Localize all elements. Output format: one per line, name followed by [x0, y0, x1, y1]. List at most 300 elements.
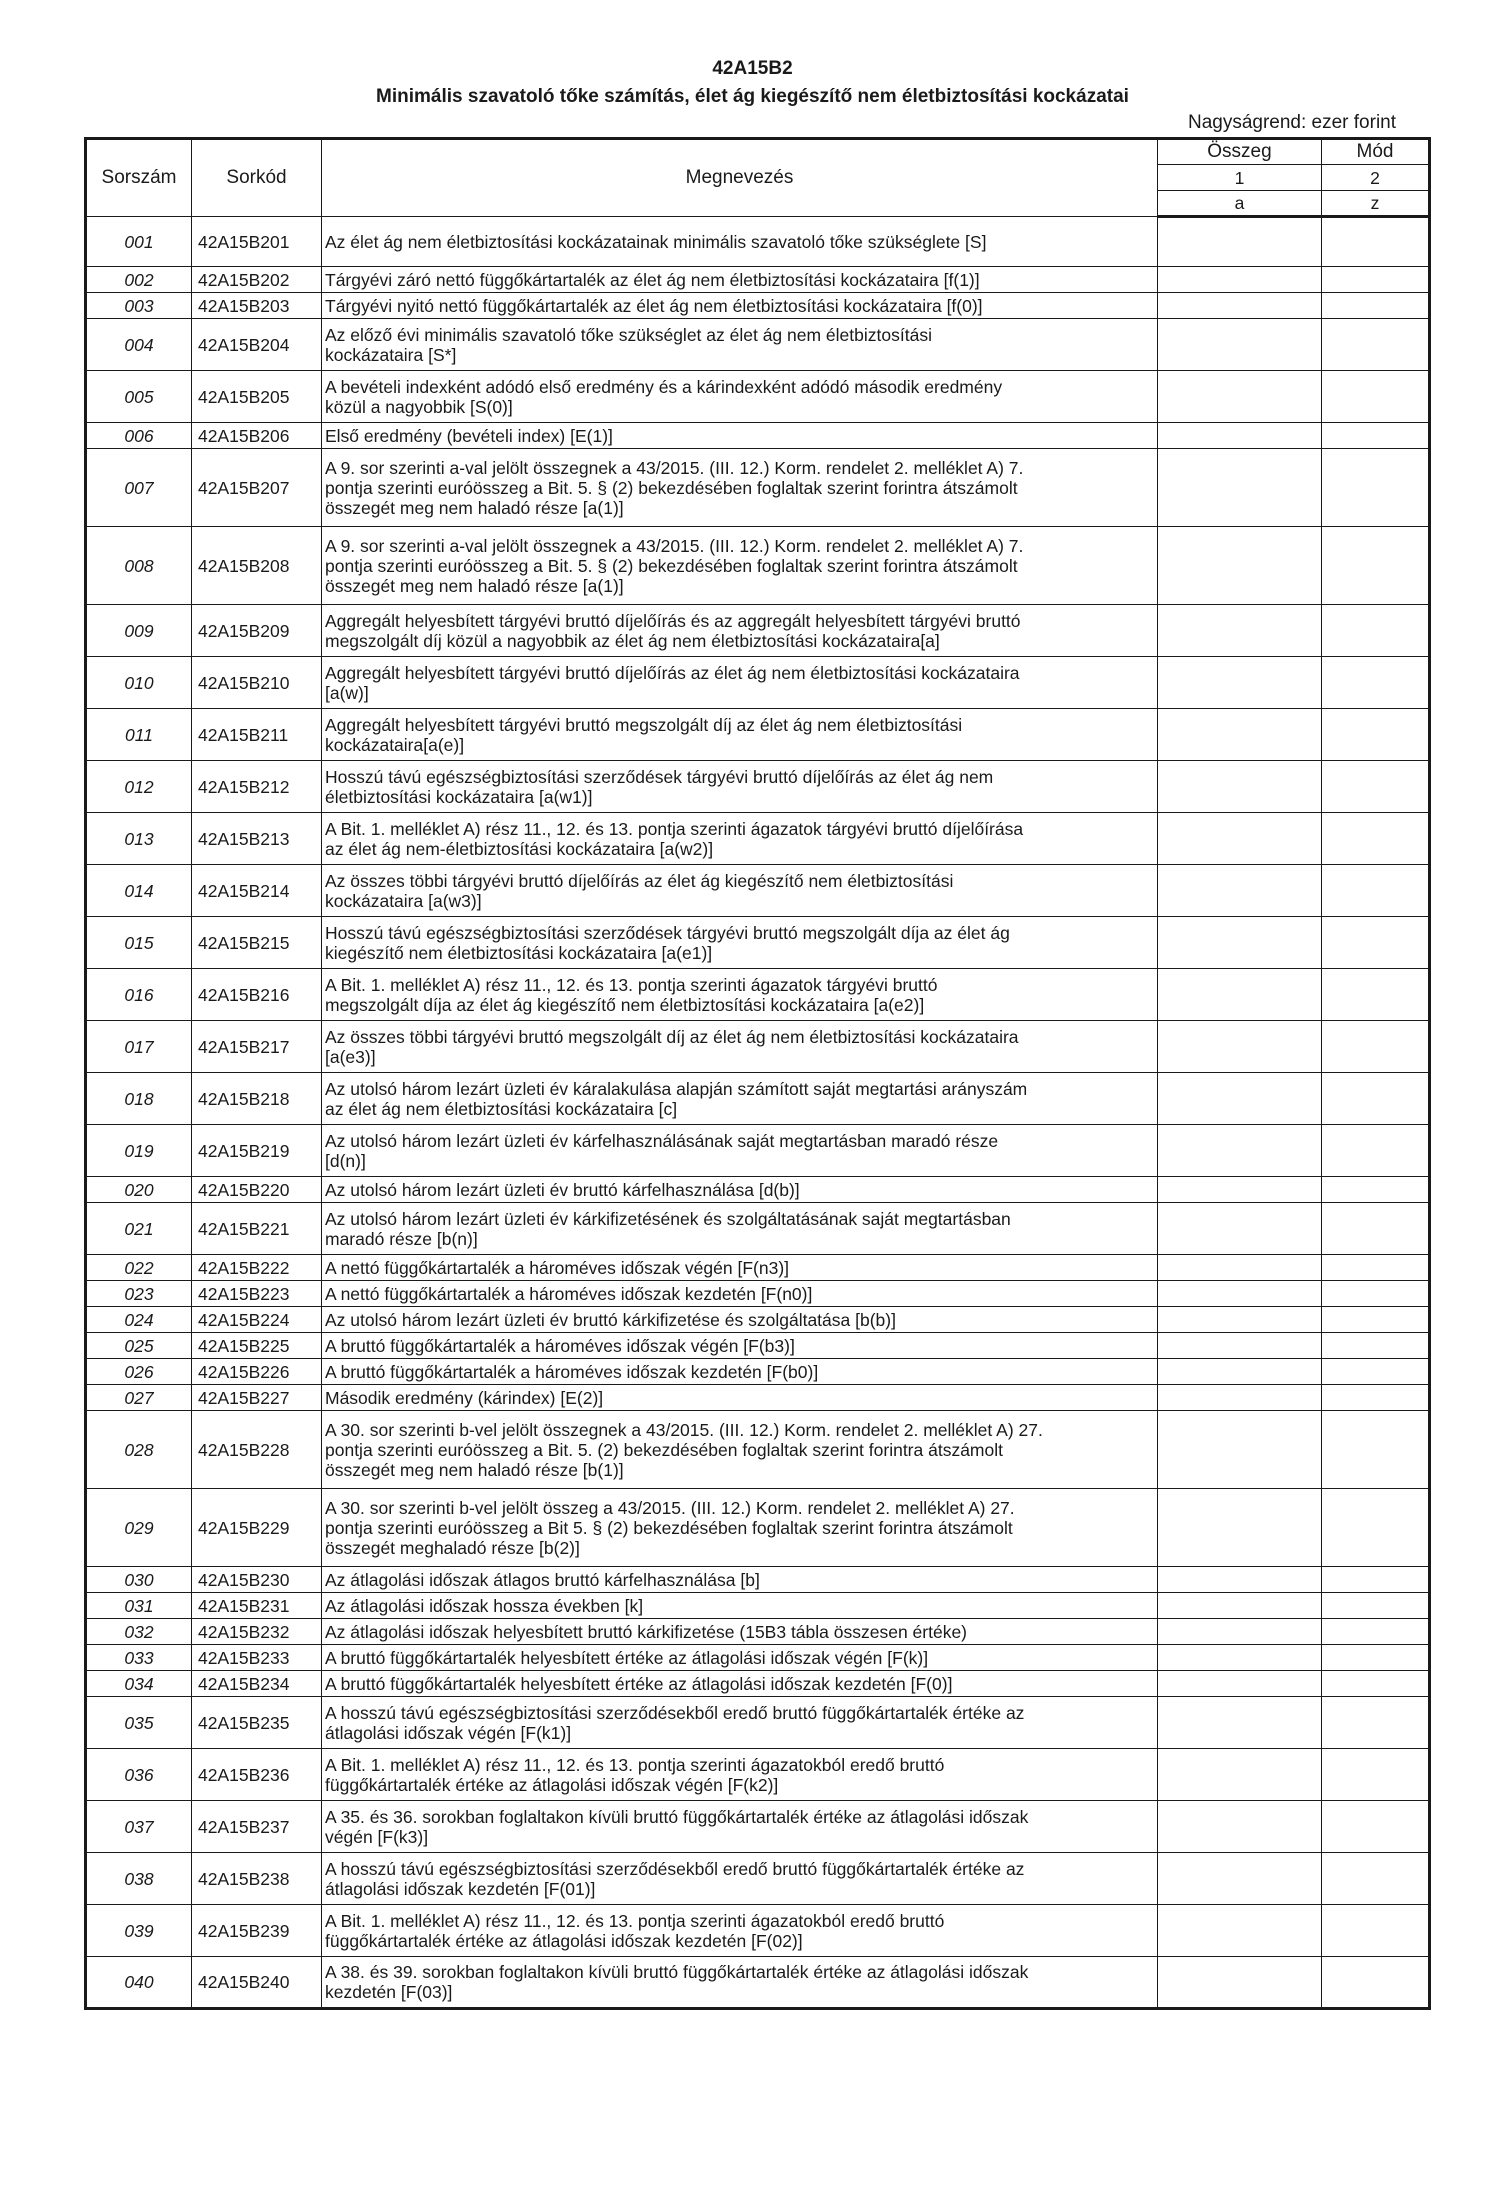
description-line: A hosszú távú egészségbiztosítási szerződésekből eredő bruttó függőkártartalék értéke az [325, 1858, 1025, 1879]
mod-cell[interactable] [1322, 1697, 1430, 1749]
header-osszeg-number: 1 [1158, 165, 1322, 191]
table-row [86, 527, 1430, 605]
osszeg-cell[interactable] [1158, 1567, 1322, 1593]
row-code: 42A15B212 [192, 761, 322, 813]
row-number: 004 [86, 319, 192, 371]
mod-cell[interactable] [1322, 1619, 1430, 1645]
mod-cell[interactable] [1322, 1281, 1430, 1307]
osszeg-cell[interactable] [1158, 1411, 1322, 1489]
row-description [322, 1255, 1158, 1281]
description-line: Az előző évi minimális szavatoló tőke szükséglet az élet ág nem életbiztosítási [325, 324, 932, 345]
mod-cell[interactable] [1322, 761, 1430, 813]
description-line: összegét meghaladó része [b(2)] [325, 1537, 580, 1558]
data-table [84, 137, 1431, 2010]
table-row [86, 1671, 1430, 1697]
description-line: összegét meg nem haladó része [a(1)] [325, 575, 624, 596]
row-number: 035 [86, 1697, 192, 1749]
osszeg-cell[interactable] [1158, 1749, 1322, 1801]
description-line: függőkártartalék értéke az átlagolási időszak végén [F(k2)] [325, 1774, 779, 1795]
row-code: 42A15B239 [192, 1905, 322, 1957]
row-code: 42A15B238 [192, 1853, 322, 1905]
row-code: 42A15B207 [192, 449, 322, 527]
row-number: 021 [86, 1203, 192, 1255]
row-number: 003 [86, 293, 192, 319]
description-line: Az utolsó három lezárt üzleti év kárkifizetésének és szolgáltatásának saját megtartásban [325, 1208, 1011, 1229]
description-line: az élet ág nem életbiztosítási kockázataira [c] [325, 1098, 678, 1119]
table-row [86, 1749, 1430, 1801]
mod-cell[interactable] [1322, 917, 1430, 969]
description-line: A bruttó függőkártartalék a hároméves időszak végén [F(b3)] [325, 1335, 795, 1356]
osszeg-cell[interactable] [1158, 709, 1322, 761]
mod-cell[interactable] [1322, 969, 1430, 1021]
table-row [86, 1853, 1430, 1905]
description-line: A nettó függőkártartalék a hároméves időszak végén [F(n3)] [325, 1257, 790, 1278]
description-line: Tárgyévi nyitó nettó függőkártartalék az élet ág nem életbiztosítási kockázataira [f(0)] [325, 295, 983, 316]
row-description [322, 1177, 1158, 1203]
row-code: 42A15B224 [192, 1307, 322, 1333]
table-row [86, 319, 1430, 371]
description-line: összegét meg nem haladó része [a(1)] [325, 497, 624, 518]
description-line: A Bit. 1. melléklet A) rész 11., 12. és 13. pontja szerinti ágazatok tárgyévi bruttó [325, 974, 938, 995]
row-code: 42A15B225 [192, 1333, 322, 1359]
table-body [86, 217, 1430, 2009]
row-description [322, 1489, 1158, 1567]
row-number: 025 [86, 1333, 192, 1359]
mod-cell[interactable] [1322, 267, 1430, 293]
mod-cell[interactable] [1322, 527, 1430, 605]
row-number: 039 [86, 1905, 192, 1957]
description-line: Aggregált helyesbített tárgyévi bruttó díjelőírás és az aggregált helyesbített tárgyévi bruttó [325, 610, 1021, 631]
row-code: 42A15B201 [192, 217, 322, 267]
mod-cell[interactable] [1322, 1645, 1430, 1671]
table-row [86, 1489, 1430, 1567]
description-line: Az utolsó három lezárt üzleti év kárfelhasználásának saját megtartásban maradó része [325, 1130, 999, 1151]
row-description [322, 1749, 1158, 1801]
table-row [86, 267, 1430, 293]
description-line: pontja szerinti euróösszeg a Bit. 5. § (2) bekezdésében foglaltak szerint forintra átszámolt [325, 477, 1018, 498]
row-number: 027 [86, 1385, 192, 1411]
row-description [322, 761, 1158, 813]
osszeg-cell[interactable] [1158, 1203, 1322, 1255]
row-code: 42A15B220 [192, 1177, 322, 1203]
table-row [86, 1177, 1430, 1203]
mod-cell[interactable] [1322, 1307, 1430, 1333]
description-line: A 30. sor szerinti b-vel jelölt összeg a 43/2015. (III. 12.) Korm. rendelet 2. melléklet A) 27. [325, 1497, 1015, 1518]
description-line: pontja szerinti euróösszeg a Bit. 5. (2) bekezdésében foglaltak szerint forintra átszámolt [325, 1439, 1003, 1460]
table-row [86, 605, 1430, 657]
osszeg-cell[interactable] [1158, 423, 1322, 449]
header-osszeg-letter: a [1158, 191, 1322, 217]
description-line: pontja szerinti euróösszeg a Bit 5. § (2) bekezdésében foglaltak szerint forintra átszámolt [325, 1517, 1013, 1538]
table-row [86, 1021, 1430, 1073]
row-code: 42A15B205 [192, 371, 322, 423]
mod-cell[interactable] [1322, 1177, 1430, 1203]
mod-cell[interactable] [1322, 319, 1430, 371]
osszeg-cell[interactable] [1158, 371, 1322, 423]
osszeg-cell[interactable] [1158, 1021, 1322, 1073]
mod-cell[interactable] [1322, 1801, 1430, 1853]
mod-cell[interactable] [1322, 371, 1430, 423]
table-row [86, 1957, 1430, 2009]
mod-cell[interactable] [1322, 1749, 1430, 1801]
description-line: A hosszú távú egészségbiztosítási szerződésekből eredő bruttó függőkártartalék értéke az [325, 1702, 1025, 1723]
row-code: 42A15B237 [192, 1801, 322, 1853]
row-code: 42A15B217 [192, 1021, 322, 1073]
row-description [322, 293, 1158, 319]
description-line: A Bit. 1. melléklet A) rész 11., 12. és 13. pontja szerinti ágazatok tárgyévi bruttó díjelőírása [325, 818, 1024, 839]
description-line: megszolgált díja az élet ág kiegészítő nem életbiztosítási kockázataira [a(e2)] [325, 994, 925, 1015]
row-number: 017 [86, 1021, 192, 1073]
header-osszeg: Összeg [1158, 139, 1322, 165]
mod-cell[interactable] [1322, 217, 1430, 267]
row-description [322, 1073, 1158, 1125]
mod-cell[interactable] [1322, 1905, 1430, 1957]
osszeg-cell[interactable] [1158, 1593, 1322, 1619]
osszeg-cell[interactable] [1158, 1177, 1322, 1203]
table-row [86, 1385, 1430, 1411]
row-description [322, 969, 1158, 1021]
row-code: 42A15B231 [192, 1593, 322, 1619]
table-row [86, 1697, 1430, 1749]
row-description [322, 709, 1158, 761]
osszeg-cell[interactable] [1158, 1697, 1322, 1749]
description-line: A 30. sor szerinti b-vel jelölt összegnek a 43/2015. (III. 12.) Korm. rendelet 2. melléklet A) 27. [325, 1419, 1043, 1440]
mod-cell[interactable] [1322, 1333, 1430, 1359]
row-number: 001 [86, 217, 192, 267]
row-description [322, 1307, 1158, 1333]
row-number: 011 [86, 709, 192, 761]
mod-cell[interactable] [1322, 1125, 1430, 1177]
row-description [322, 1671, 1158, 1697]
table-row [86, 217, 1430, 267]
osszeg-cell[interactable] [1158, 657, 1322, 709]
osszeg-cell[interactable] [1158, 1333, 1322, 1359]
row-description [322, 1359, 1158, 1385]
row-description [322, 1593, 1158, 1619]
description-line: átlagolási időszak kezdetén [F(01)] [325, 1878, 596, 1899]
header-mod-letter: z [1322, 191, 1430, 217]
row-description [322, 1203, 1158, 1255]
description-line: Az összes többi tárgyévi bruttó megszolgált díj az élet ág nem életbiztosítási kockázataira [325, 1026, 1019, 1047]
row-description [322, 217, 1158, 267]
description-line: Az átlagolási időszak hossza években [k] [325, 1595, 644, 1616]
osszeg-cell[interactable] [1158, 1359, 1322, 1385]
description-line: Tárgyévi záró nettó függőkártartalék az élet ág nem életbiztosítási kockázataira [f(1)] [325, 269, 980, 290]
description-line: A bevételi indexként adódó első eredmény és a kárindexként adódó második eredmény [325, 376, 1003, 397]
description-line: Hosszú távú egészségbiztosítási szerződések tárgyévi bruttó megszolgált díja az élet ág [325, 922, 1010, 943]
row-description [322, 605, 1158, 657]
row-number: 029 [86, 1489, 192, 1567]
description-line: A 9. sor szerinti a-val jelölt összegnek a 43/2015. (III. 12.) Korm. rendelet 2. melléklet A) 7. [325, 457, 1024, 478]
row-code: 42A15B209 [192, 605, 322, 657]
mod-cell[interactable] [1322, 865, 1430, 917]
row-description [322, 1905, 1158, 1957]
row-code: 42A15B222 [192, 1255, 322, 1281]
osszeg-cell[interactable] [1158, 1619, 1322, 1645]
description-line: A 38. és 39. sorokban foglaltakon kívüli bruttó függőkártartalék értéke az átlagolási időszak [325, 1962, 1029, 1982]
table-row [86, 1905, 1430, 1957]
description-line: [d(n)] [325, 1150, 366, 1171]
row-number: 040 [86, 1957, 192, 2009]
mod-cell[interactable] [1322, 709, 1430, 761]
mod-cell[interactable] [1322, 1385, 1430, 1411]
row-description [322, 1411, 1158, 1489]
description-line: Második eredmény (kárindex) [E(2)] [325, 1387, 604, 1408]
row-number: 013 [86, 813, 192, 865]
mod-cell[interactable] [1322, 1021, 1430, 1073]
row-code: 42A15B236 [192, 1749, 322, 1801]
osszeg-cell[interactable] [1158, 605, 1322, 657]
description-line: A 9. sor szerinti a-val jelölt összegnek a 43/2015. (III. 12.) Korm. rendelet 2. melléklet A) 7. [325, 535, 1024, 556]
description-line: [a(e3)] [325, 1046, 376, 1067]
row-number: 020 [86, 1177, 192, 1203]
description-line: Az utolsó három lezárt üzleti év káralakulása alapján számított saját megtartási arányszám [325, 1078, 1028, 1099]
description-line: maradó része [b(n)] [325, 1228, 478, 1249]
row-description [322, 423, 1158, 449]
description-line: A nettó függőkártartalék a hároméves időszak kezdetén [F(n0)] [325, 1283, 813, 1304]
row-code: 42A15B221 [192, 1203, 322, 1255]
row-number: 019 [86, 1125, 192, 1177]
osszeg-cell[interactable] [1158, 1489, 1322, 1567]
row-code: 42A15B226 [192, 1359, 322, 1385]
row-number: 026 [86, 1359, 192, 1385]
table-row [86, 449, 1430, 527]
row-code: 42A15B211 [192, 709, 322, 761]
table-row [86, 865, 1430, 917]
osszeg-cell[interactable] [1158, 1385, 1322, 1411]
table-row [86, 709, 1430, 761]
description-line: Aggregált helyesbített tárgyévi bruttó díjelőírás az élet ág nem életbiztosítási kockázataira [325, 662, 1020, 683]
osszeg-cell[interactable] [1158, 1801, 1322, 1853]
osszeg-cell[interactable] [1158, 1645, 1322, 1671]
row-description [322, 1697, 1158, 1749]
description-line: A 35. és 36. sorokban foglaltakon kívüli bruttó függőkártartalék értéke az átlagolási időszak [325, 1806, 1029, 1827]
row-description [322, 1021, 1158, 1073]
osszeg-cell[interactable] [1158, 813, 1322, 865]
mod-cell[interactable] [1322, 1203, 1430, 1255]
row-description [322, 1125, 1158, 1177]
description-line: kockázataira [S*] [325, 344, 457, 365]
description-line: Az összes többi tárgyévi bruttó díjelőírás az élet ág kiegészítő nem életbiztosítási [325, 870, 954, 891]
row-code: 42A15B229 [192, 1489, 322, 1567]
table-row [86, 1593, 1430, 1619]
description-line: Első eredmény (bevételi index) [E(1)] [325, 425, 613, 446]
row-code: 42A15B218 [192, 1073, 322, 1125]
description-line: Az utolsó három lezárt üzleti év bruttó kárkifizetése és szolgáltatása [b(b)] [325, 1309, 896, 1330]
table-row [86, 1307, 1430, 1333]
row-description [322, 1567, 1158, 1593]
row-description [322, 1333, 1158, 1359]
row-description [322, 449, 1158, 527]
row-number: 028 [86, 1411, 192, 1489]
mod-cell[interactable] [1322, 1567, 1430, 1593]
osszeg-cell[interactable] [1158, 865, 1322, 917]
description-line: [a(w)] [325, 682, 369, 703]
osszeg-cell[interactable] [1158, 217, 1322, 267]
row-description [322, 1853, 1158, 1905]
mod-cell[interactable] [1322, 1957, 1430, 2009]
row-description [322, 527, 1158, 605]
osszeg-cell[interactable] [1158, 1853, 1322, 1905]
row-number: 005 [86, 371, 192, 423]
table-row [86, 1567, 1430, 1593]
row-code: 42A15B232 [192, 1619, 322, 1645]
table-row [86, 813, 1430, 865]
osszeg-cell[interactable] [1158, 1307, 1322, 1333]
description-line: az élet ág nem-életbiztosítási kockázataira [a(w2)] [325, 838, 714, 859]
row-code: 42A15B204 [192, 319, 322, 371]
magnitude-note: Nagyságrend: ezer forint [1187, 112, 1397, 133]
osszeg-cell[interactable] [1158, 1905, 1322, 1957]
table-row [86, 371, 1430, 423]
description-line: összegét meg nem haladó része [b(1)] [325, 1459, 624, 1480]
row-number: 034 [86, 1671, 192, 1697]
mod-cell[interactable] [1322, 1593, 1430, 1619]
header-megnevezes: Megnevezés [322, 139, 1158, 217]
osszeg-cell[interactable] [1158, 1671, 1322, 1697]
row-description [322, 813, 1158, 865]
mod-cell[interactable] [1322, 423, 1430, 449]
row-number: 036 [86, 1749, 192, 1801]
row-description [322, 267, 1158, 293]
mod-cell[interactable] [1322, 657, 1430, 709]
osszeg-cell[interactable] [1158, 1957, 1322, 2009]
mod-cell[interactable] [1322, 1489, 1430, 1567]
mod-cell[interactable] [1322, 813, 1430, 865]
header-mod-number: 2 [1322, 165, 1430, 191]
row-number: 038 [86, 1853, 192, 1905]
description-line: közül a nagyobbik [S(0)] [325, 396, 513, 417]
table-row [86, 1255, 1430, 1281]
row-number: 022 [86, 1255, 192, 1281]
osszeg-cell[interactable] [1158, 1255, 1322, 1281]
description-line: életbiztosítási kockázataira [a(w1)] [325, 786, 593, 807]
row-number: 012 [86, 761, 192, 813]
row-code: 42A15B210 [192, 657, 322, 709]
row-number: 009 [86, 605, 192, 657]
description-line: Az utolsó három lezárt üzleti év bruttó kárfelhasználása [d(b)] [325, 1179, 800, 1200]
description-line: A bruttó függőkártartalék helyesbített értéke az átlagolási időszak kezdetén [F(0)] [325, 1673, 953, 1694]
row-code: 42A15B208 [192, 527, 322, 605]
header-sorkod: Sorkód [192, 139, 322, 217]
row-number: 008 [86, 527, 192, 605]
osszeg-cell[interactable] [1158, 527, 1322, 605]
mod-cell[interactable] [1322, 293, 1430, 319]
row-number: 014 [86, 865, 192, 917]
row-description [322, 1645, 1158, 1671]
table-row [86, 1125, 1430, 1177]
description-line: Hosszú távú egészségbiztosítási szerződések tárgyévi bruttó díjelőírás az élet ág nem [325, 766, 994, 787]
table-row [86, 1203, 1430, 1255]
table-row [86, 423, 1430, 449]
row-description [322, 865, 1158, 917]
header-mod: Mód [1322, 139, 1430, 165]
row-code: 42A15B227 [192, 1385, 322, 1411]
osszeg-cell[interactable] [1158, 1073, 1322, 1125]
row-code: 42A15B214 [192, 865, 322, 917]
table-row [86, 1645, 1430, 1671]
osszeg-cell[interactable] [1158, 267, 1322, 293]
mod-cell[interactable] [1322, 1411, 1430, 1489]
row-number: 010 [86, 657, 192, 709]
row-code: 42A15B228 [192, 1411, 322, 1489]
row-description [322, 657, 1158, 709]
row-number: 032 [86, 1619, 192, 1645]
mod-cell[interactable] [1322, 1853, 1430, 1905]
table-row [86, 1073, 1430, 1125]
osszeg-cell[interactable] [1158, 449, 1322, 527]
description-line: A bruttó függőkártartalék helyesbített értéke az átlagolási időszak végén [F(k)] [325, 1647, 929, 1668]
table-row [86, 1411, 1430, 1489]
table-row [86, 1333, 1430, 1359]
table-row [86, 969, 1430, 1021]
row-code: 42A15B206 [192, 423, 322, 449]
row-code: 42A15B223 [192, 1281, 322, 1307]
osszeg-cell[interactable] [1158, 319, 1322, 371]
row-number: 018 [86, 1073, 192, 1125]
description-line: kockázataira[a(e)] [325, 734, 465, 755]
mod-cell[interactable] [1322, 449, 1430, 527]
row-description [322, 1957, 1158, 2009]
row-description [322, 1385, 1158, 1411]
mod-cell[interactable] [1322, 605, 1430, 657]
description-line: Az átlagolási időszak helyesbített bruttó kárkifizetése (15B3 tábla összesen értéke) [325, 1621, 968, 1642]
osszeg-cell[interactable] [1158, 969, 1322, 1021]
description-line: A Bit. 1. melléklet A) rész 11., 12. és 13. pontja szerinti ágazatokból eredő bruttó [325, 1754, 945, 1775]
description-line: függőkártartalék értéke az átlagolási időszak kezdetén [F(02)] [325, 1930, 803, 1951]
row-number: 002 [86, 267, 192, 293]
row-number: 031 [86, 1593, 192, 1619]
description-line: A Bit. 1. melléklet A) rész 11., 12. és 13. pontja szerinti ágazatokból eredő bruttó [325, 1910, 945, 1931]
row-description [322, 1801, 1158, 1853]
mod-cell[interactable] [1322, 1073, 1430, 1125]
table-row [86, 1281, 1430, 1307]
table-row [86, 1619, 1430, 1645]
mod-cell[interactable] [1322, 1671, 1430, 1697]
description-line: átlagolási időszak végén [F(k1)] [325, 1722, 572, 1743]
table-row [86, 1359, 1430, 1385]
row-code: 42A15B203 [192, 293, 322, 319]
row-code: 42A15B216 [192, 969, 322, 1021]
description-line: pontja szerinti euróösszeg a Bit. 5. § (2) bekezdésében foglaltak szerint forintra átszámolt [325, 555, 1018, 576]
description-line: A bruttó függőkártartalék a hároméves időszak kezdetén [F(b0)] [325, 1361, 819, 1382]
table-row [86, 1801, 1430, 1853]
description-line: Aggregált helyesbített tárgyévi bruttó megszolgált díj az élet ág nem életbiztosítási [325, 714, 963, 735]
row-number: 016 [86, 969, 192, 1021]
osszeg-cell[interactable] [1158, 1125, 1322, 1177]
description-line: Az átlagolási időszak átlagos bruttó kárfelhasználása [b] [325, 1569, 760, 1590]
row-description [322, 319, 1158, 371]
document-code: 42A15B2 [712, 58, 793, 79]
osszeg-cell[interactable] [1158, 293, 1322, 319]
osszeg-cell[interactable] [1158, 917, 1322, 969]
mod-cell[interactable] [1322, 1255, 1430, 1281]
osszeg-cell[interactable] [1158, 1281, 1322, 1307]
osszeg-cell[interactable] [1158, 761, 1322, 813]
mod-cell[interactable] [1322, 1359, 1430, 1385]
row-description [322, 371, 1158, 423]
row-number: 030 [86, 1567, 192, 1593]
row-description [322, 917, 1158, 969]
row-number: 024 [86, 1307, 192, 1333]
row-number: 037 [86, 1801, 192, 1853]
row-number: 007 [86, 449, 192, 527]
description-line: kezdetén [F(03)] [325, 1982, 453, 2002]
description-line: végén [F(k3)] [325, 1826, 429, 1847]
row-code: 42A15B219 [192, 1125, 322, 1177]
header-sorszam: Sorszám [86, 139, 192, 217]
table-row [86, 761, 1430, 813]
